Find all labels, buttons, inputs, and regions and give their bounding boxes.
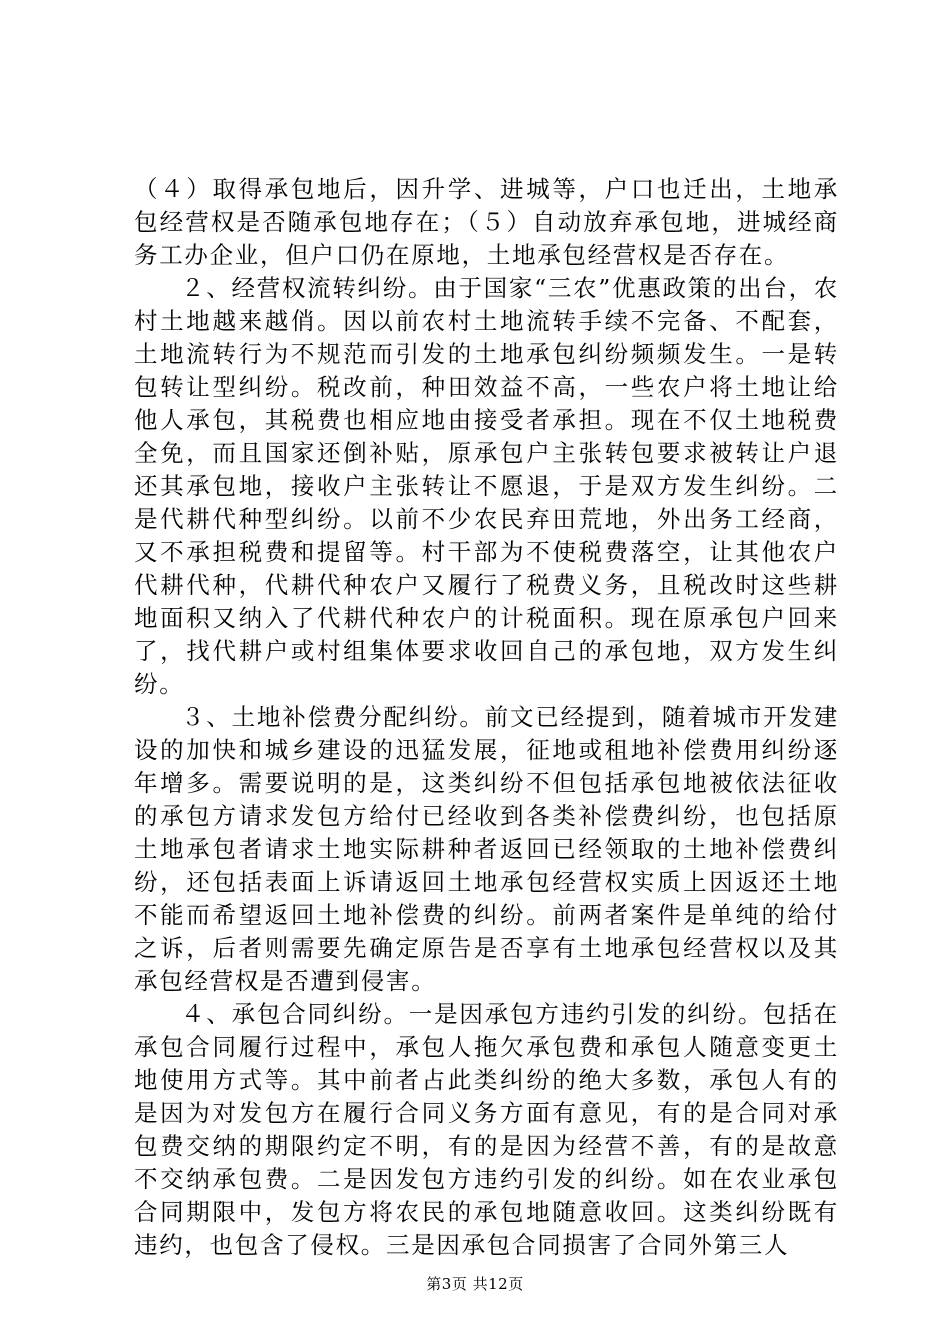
page-footer: 第3页 共12页	[426, 1275, 524, 1293]
paragraph-2: ２、经营权流转纠纷。由于国家“三农”优惠政策的出台，农村土地越来越俏。因以前农村土地流转手续不完备、不配套，土地流转行为不规范而引发的土地承包纠纷频频发生。一是转包转让型纠纷。税改前，种田效益不高，一些农户将土地让给他人承包，其税费也相应地由接受者承担。现在不仅土地税费全免，而且国家还倒补贴，原承包户主张转包要求被转让户退还其承包地，接收户主张转让不愿退，于是双方发生纠纷。二是代耕代种型纠纷。以前不少农民弃田荒地，外出务工经商，又不承担税费和提留等。村干部为不使税费落空，让其他农户代耕代种，代耕代种农户又履行了税费义务，且税改时这些耕地面积又纳入了代耕代种农户的计税面积。现在原承包户回来了，找代耕户或村组集体要求收回自己的承包地，双方发生纠纷。	[134, 274, 839, 698]
paragraph-3: ３、土地补偿费分配纠纷。前文已经提到，随着城市开发建设的加快和城乡建设的迅猛发展，征地或租地补偿费用纠纷逐年增多。需要说明的是，这类纠纷不但包括承包地被依法征收的承包方请求发包方给付已经收到各类补偿费纠纷，也包括原土地承包者请求土地实际耕种者返回已经领取的土地补偿费纠纷，还包括表面上诉请返回土地承包经营权实质上因返还土地不能而希望返回土地补偿费的纠纷。前两者案件是单纯的给付之诉，后者则需要先确定原告是否享有土地承包经营权以及其承包经营权是否遭到侵害。	[134, 703, 839, 995]
paragraph-1: （４）取得承包地后，因升学、进城等，户口也迁出，土地承包经营权是否随承包地存在；（５）自动放弃承包地，进城经商务工办企业，但户口仍在原地，土地承包经营权是否存在。	[134, 175, 839, 269]
document-body	[134, 173, 839, 1262]
paragraph-4: ４、承包合同纠纷。一是因承包方违约引发的纠纷。包括在承包合同履行过程中，承包人拖欠承包费和承包人随意变更土地使用方式等。其中前者占此类纠纷的绝大多数，承包人有的是因为对发包方在履行合同义务方面有意见，有的是合同对承包费交纳的期限约定不明，有的是因为经营不善，有的是故意不交纳承包费。二是因发包方违约引发的纠纷。如在农业承包合同期限中，发包方将农民的承包地随意收回。这类纠纷既有违约，也包含了侵权。三是因承包合同损害了合同外第三人	[134, 1000, 839, 1259]
